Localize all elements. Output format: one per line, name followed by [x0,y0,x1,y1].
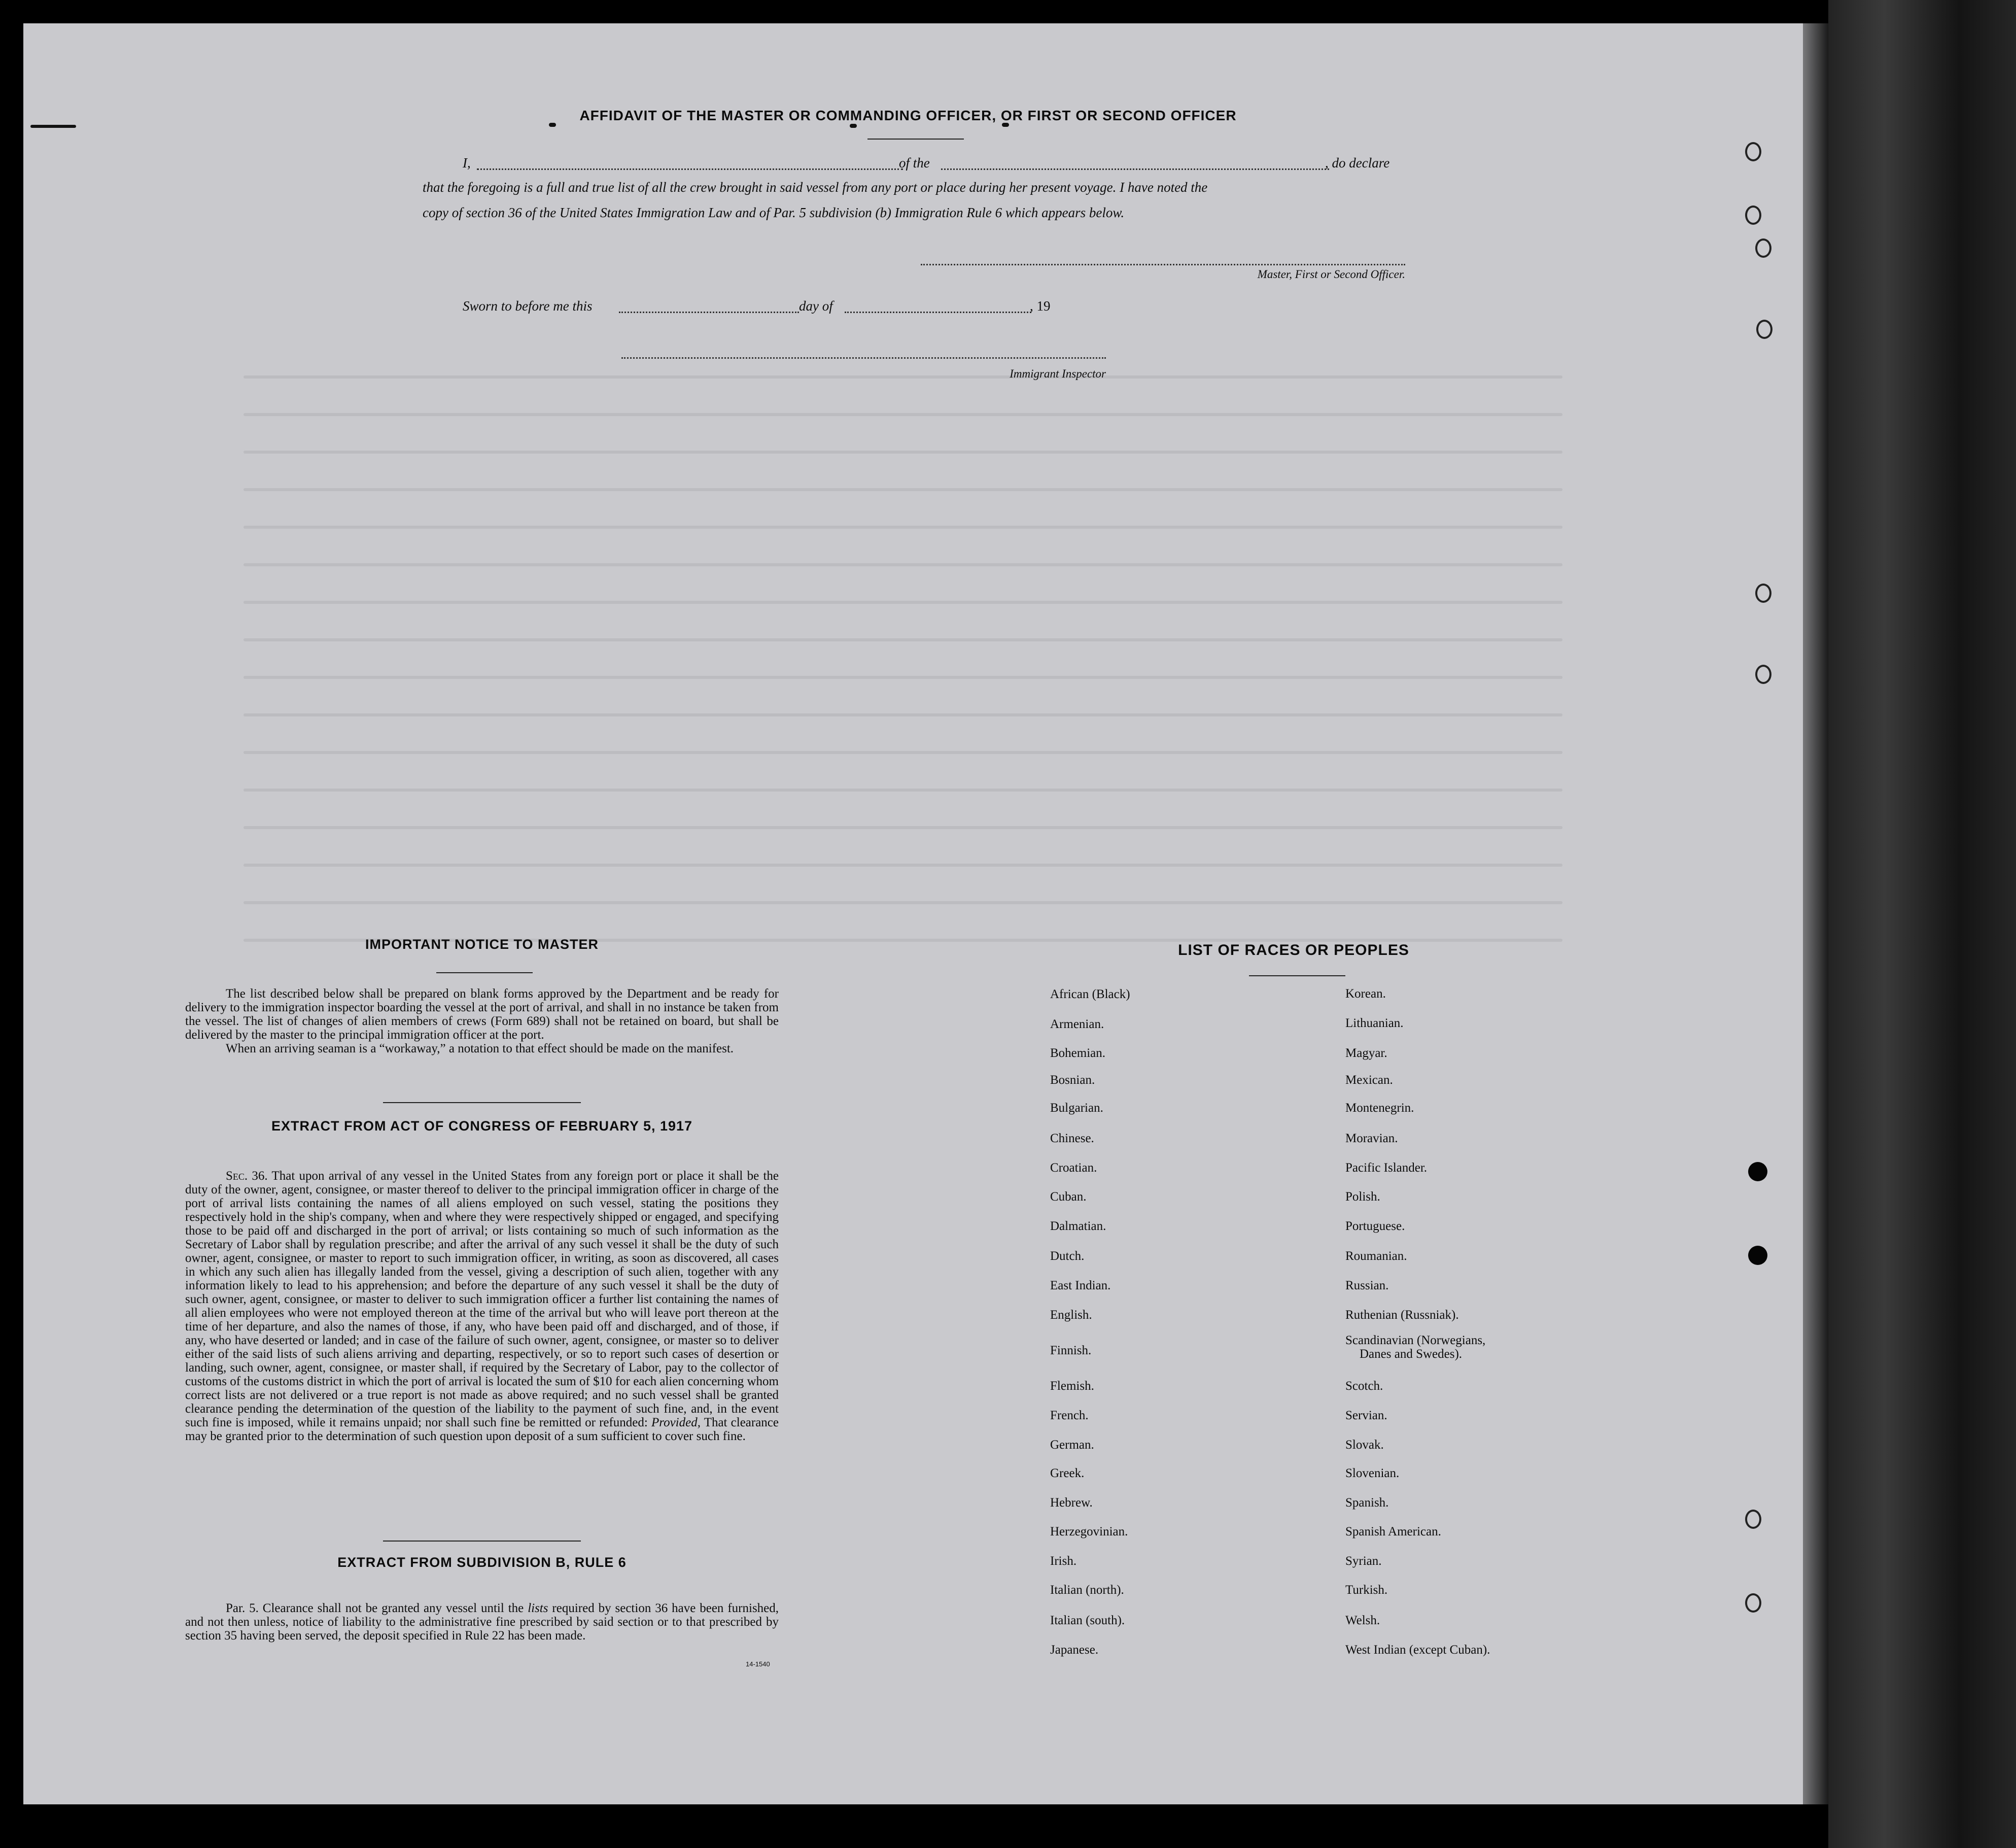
race-item: Chinese. [1050,1132,1094,1145]
binder-hole-icon [1745,1510,1761,1529]
ink-mark [850,124,857,128]
ink-mark [30,125,76,128]
race-item: Lithuanian. [1345,1016,1404,1030]
binder-hole-icon [1755,584,1771,603]
race-item: Armenian. [1050,1017,1104,1031]
form-number: 14-1540 [746,1660,770,1668]
race-item: Italian (south). [1050,1614,1125,1627]
notice-paragraph: When an arriving seaman is a “workaway,” a notation to that effect should be made on the manifest. [226,1042,734,1055]
race-item: Turkish. [1345,1583,1388,1597]
divider [383,1541,581,1542]
race-item: Montenegrin. [1345,1101,1414,1115]
rule-text: Par. 5. Clearance shall not be granted any vessel until the [226,1601,524,1615]
act-extract-title: EXTRACT FROM ACT OF CONGRESS OF FEBRUARY 5, 1917 [271,1118,693,1134]
section-label: Sec. 36. [226,1169,268,1183]
race-item: Slovenian. [1345,1466,1400,1480]
race-item: Finnish. [1050,1344,1092,1357]
act-extract-text [185,1169,779,1443]
binder-hole-icon [1755,238,1771,258]
bleed-through [244,375,1562,954]
sworn-day-field[interactable] [619,312,799,313]
signature-label: Master, First or Second Officer. [1257,268,1405,281]
inspector-label: Immigrant Inspector [1010,367,1106,380]
race-item: Spanish American. [1345,1525,1441,1538]
declarant-name-field[interactable] [477,168,903,170]
binder-hole-icon [1756,320,1772,339]
race-item: Magyar. [1345,1046,1387,1060]
race-item: Welsh. [1345,1614,1380,1627]
race-item: Dutch. [1050,1249,1085,1263]
race-item: Korean. [1345,987,1386,1001]
race-item: Pacific Islander. [1345,1161,1428,1175]
race-item: Cuban. [1050,1190,1087,1204]
affidavit-line: copy of section 36 of the United States Immigration Law and of Par. 5 subdivision (b) Immigration Rule 6 which appears below. [423,205,1125,220]
race-item: Polish. [1345,1190,1380,1204]
proviso-label: Provided, [651,1416,701,1429]
race-item: Italian (north). [1050,1583,1124,1597]
declare-suffix: , do declare [1325,155,1390,170]
race-item: Herzegovinian. [1050,1525,1128,1538]
race-item: Japanese. [1050,1643,1099,1657]
race-item: Hebrew. [1050,1496,1093,1510]
races-title: LIST OF RACES OR PEOPLES [1178,942,1409,959]
race-item: Flemish. [1050,1379,1094,1393]
divider [436,972,533,973]
race-item: Croatian. [1050,1161,1097,1175]
race-item: Bohemian. [1050,1046,1106,1060]
notice-title: IMPORTANT NOTICE TO MASTER [365,937,599,952]
divider [867,139,964,140]
race-item: East Indian. [1050,1279,1111,1292]
race-item: Greek. [1050,1466,1085,1480]
proviso-body: That clearance may be granted prior to the determination of such question upon deposit of a sum sufficient to cover such fine. [185,1416,779,1443]
race-item: Spanish. [1345,1496,1389,1510]
officer-signature-field[interactable] [921,264,1405,265]
race-item: Scandinavian (Norwegians, [1345,1333,1486,1347]
rule-extract-text [185,1601,779,1642]
rule-text-italic: lists [528,1601,548,1615]
binder-hole-icon [1745,142,1761,161]
race-item: Servian. [1345,1409,1387,1422]
sworn-prefix: Sworn to before me this [463,298,593,314]
binding-strip [1828,0,2016,1848]
binder-hole-icon [1745,1593,1761,1613]
race-item: West Indian (except Cuban). [1345,1643,1490,1657]
sworn-month-field[interactable] [845,312,1031,313]
affidavit-title: AFFIDAVIT OF THE MASTER OR COMMANDING OFFICER, OR FIRST OR SECOND OFFICER [579,108,1237,123]
race-item: English. [1050,1308,1092,1322]
race-item: Ruthenian (Russniak). [1345,1308,1459,1322]
punch-hole-icon [1748,1162,1767,1181]
race-item: Russian. [1345,1279,1389,1292]
punch-hole-icon [1748,1246,1767,1265]
race-item: Bulgarian. [1050,1101,1103,1115]
affidavit-line: that the foregoing is a full and true list of all the crew brought in said vessel from any port or place during her present voyage. I have noted the [423,180,1208,195]
binder-hole-icon [1755,665,1771,684]
rule-text: required by section 36 have been furnished, and not then unless, notice of liability to the administrative fine prescribed by said section or to that prescribed by section 35 having been served, the deposit specified in Rule 22 has been made. [185,1601,779,1642]
declarant-prefix: I, [463,155,471,170]
race-item: Danes and Swedes). [1360,1347,1463,1361]
sworn-year-prefix: , 19 [1030,298,1051,314]
race-item: German. [1050,1438,1094,1452]
race-item: Scotch. [1345,1379,1383,1393]
race-item: Irish. [1050,1554,1077,1568]
divider [383,1102,581,1103]
race-item: Bosnian. [1050,1073,1095,1087]
race-item: Syrian. [1345,1554,1382,1568]
race-item: African (Black) [1050,987,1130,1001]
divider [1249,975,1345,976]
race-item: Mexican. [1345,1073,1393,1087]
page-edge-shadow [1803,23,1828,1804]
race-item: French. [1050,1409,1089,1422]
race-item: Roumanian. [1345,1249,1407,1263]
vessel-prefix: of the [899,155,930,170]
inspector-signature-field[interactable] [621,357,1106,359]
race-item: Portuguese. [1345,1219,1405,1233]
sworn-month-prefix: day of [799,298,833,314]
rule-extract-title: EXTRACT FROM SUBDIVISION B, RULE 6 [337,1555,627,1570]
race-item: Dalmatian. [1050,1219,1106,1233]
section-body: That upon arrival of any vessel in the United States from any foreign port or place it shall be the duty of the owner, agent, consignee, or master thereof to deliver to the principal immigration officer in charge of the port of arrival lists containing the names of all aliens employed on such vessel, stating the positions they respectively hold in the ship's company, when and where they were respectively shipped or engaged, and specifying those to be paid off and discharged in the port of arrival; or lists containing so much of such information as the Secretary of Labor shall by regulation prescribe; and after the arrival of any such vessel it shall be the duty of such owner, agent, consignee, or master to report to such immigration officer, in writing, as soon as discovered, all cases in which any such alien has illegally landed from the vessel, giving a description of such alien, together with any information likely to lead to his apprehension; and before the departure of any such vessel it shall be the duty of such owner, agent, consignee, or master to deliver to such immigration officer a further list containing the names of all alien employees who were not employed thereon at the time of the arrival but who will leave port thereon at the time of her departure, and also the names of those, if any, who have been paid off and discharged, and of those, if any, who have deserted or landed; and in case of the failure of such owner, agent, consignee, or master so to deliver either of the said lists of such aliens arriving and departing, respectively, or so to report such cases of desertion or landing, such owner, agent, consignee, or master shall, if required by the Secretary of Labor, pay to the collector of customs of the customs district in which the port of arrival is located the sum of $10 for each alien concerning whom correct lists are not delivered or a true report is not made as above required; and no such vessel shall be granted clearance pending the determination of the question of the liability to the payment of such fine, and, in the event such fine is imposed, while it remains unpaid; nor shall such fine be remitted or refunded: [185,1169,779,1429]
binder-hole-icon [1745,206,1761,225]
race-item: Moravian. [1345,1132,1398,1145]
race-item: Slovak. [1345,1438,1384,1452]
notice-paragraph: The list described below shall be prepared on blank forms approved by the Department and be ready for delivery to the immigration inspector boarding the vessel at the port of arrival, and shall in no instance be taken from the vessel. The list of changes of alien members of crews (Form 689) shall not be retained on board, but shall be delivered by the master to the principal immigration officer at the port. [185,987,779,1042]
vessel-name-field[interactable] [941,168,1329,170]
